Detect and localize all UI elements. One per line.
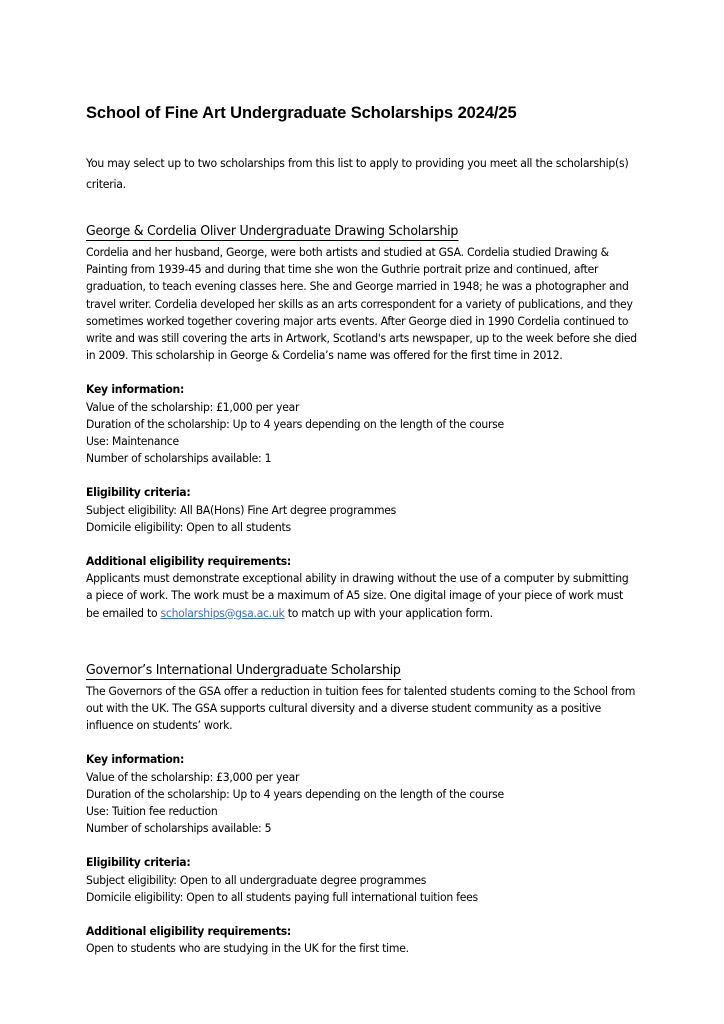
eligibility-subject-line-2: Subject eligibility: Open to all undergraduate degree programmes — [86, 872, 427, 887]
document-page — [86, 0, 637, 958]
eligibility-domicile-line-2: Domicile eligibility: Open to all students paying full international tuition fees — [86, 889, 478, 904]
eligibility-domicile-line-1: Domicile eligibility: Open to all students — [86, 519, 291, 534]
key-information-line-duration-1: Duration of the scholarship: Up to 4 years depending on the length of the course — [86, 416, 504, 431]
key-information-block-2 — [86, 734, 637, 837]
key-information-line-use-1: Use: Maintenance — [86, 434, 179, 449]
scholarship-section-2 — [86, 622, 637, 958]
additional-requirements-label-1: Additional eligibility requirements: — [86, 554, 291, 569]
scholarships-email-link[interactable]: scholarships@gsa.ac.uk — [160, 605, 285, 620]
eligibility-criteria-label-2: Eligibility criteria: — [86, 855, 191, 870]
scholarship-heading-1: George & Cordelia Oliver Undergraduate Drawing Scholarship — [86, 224, 459, 239]
additional-requirements-text-after-link: to match up with your application form. — [284, 605, 493, 620]
eligibility-criteria-block-1 — [86, 467, 637, 536]
key-information-line-number-2: Number of scholarships available: 5 — [86, 821, 272, 836]
additional-requirements-label-2: Additional eligibility requirements: — [86, 924, 291, 939]
scholarship-heading-2: Governor’s International Undergraduate Scholarship — [86, 662, 401, 678]
additional-requirements-block-1 — [86, 536, 637, 622]
key-information-block-1 — [86, 364, 637, 467]
additional-requirements-text-before-link: Applicants must demonstrate exceptional ability in drawing without the use of a computer by submitting a piece of work. The work must be a maximum of A5 size. One digital image of your piece of work must be emailed to — [86, 571, 629, 620]
key-information-line-number-1: Number of scholarships available: 1 — [86, 451, 272, 466]
scholarship-description-1: Cordelia and her husband, George, were both artists and studied at GSA. Cordelia studied Drawing & Painting from 1939-45 and during that time she won the Guthrie portrait prize and continued, after graduation, to teach evening classes here. She and George married in 1948; he was a photographer and travel writer. Cordelia developed her skills as an arts correspondent for a variety of publications, and they sometimes worked together covering major arts events. After George died in 1990 Cordelia continued to write and was still covering the arts in Artwork, Scotland's arts newspaper, up to the week before she died in 2009. This scholarship in George & Cordelia’s name was offered for the first time in 2012. — [86, 245, 637, 363]
additional-requirements-text-1 — [86, 570, 637, 622]
key-information-label-2: Key information: — [86, 752, 185, 767]
intro-paragraph: You may select up to two scholarships from this list to apply to providing you meet all the scholarship(s) criteria. — [86, 156, 629, 191]
eligibility-criteria-block-2 — [86, 837, 637, 906]
scholarship-section-1 — [86, 195, 637, 622]
key-information-line-use-2: Use: Tuition fee reduction — [86, 804, 218, 819]
key-information-line-value-2: Value of the scholarship: £3,000 per year — [86, 769, 300, 784]
key-information-label-1: Key information: — [86, 382, 185, 397]
eligibility-criteria-label-1: Eligibility criteria: — [86, 485, 191, 500]
additional-requirements-text-2: Open to students who are studying in the UK for the first time. — [86, 941, 409, 956]
page-title: School of Fine Art Undergraduate Scholarships 2024/25 — [86, 104, 517, 122]
scholarship-description-2: The Governors of the GSA offer a reduction in tuition fees for talented students coming to the School from out with the UK. The GSA supports cultural diversity and a diverse student community as a positive influence on students’ work. — [86, 683, 636, 733]
additional-requirements-block-2 — [86, 906, 637, 957]
eligibility-subject-line-1: Subject eligibility: All BA(Hons) Fine Art degree programmes — [86, 502, 397, 517]
key-information-line-value-1: Value of the scholarship: £1,000 per year — [86, 399, 300, 414]
key-information-line-duration-2: Duration of the scholarship: Up to 4 years depending on the length of the course — [86, 786, 504, 801]
